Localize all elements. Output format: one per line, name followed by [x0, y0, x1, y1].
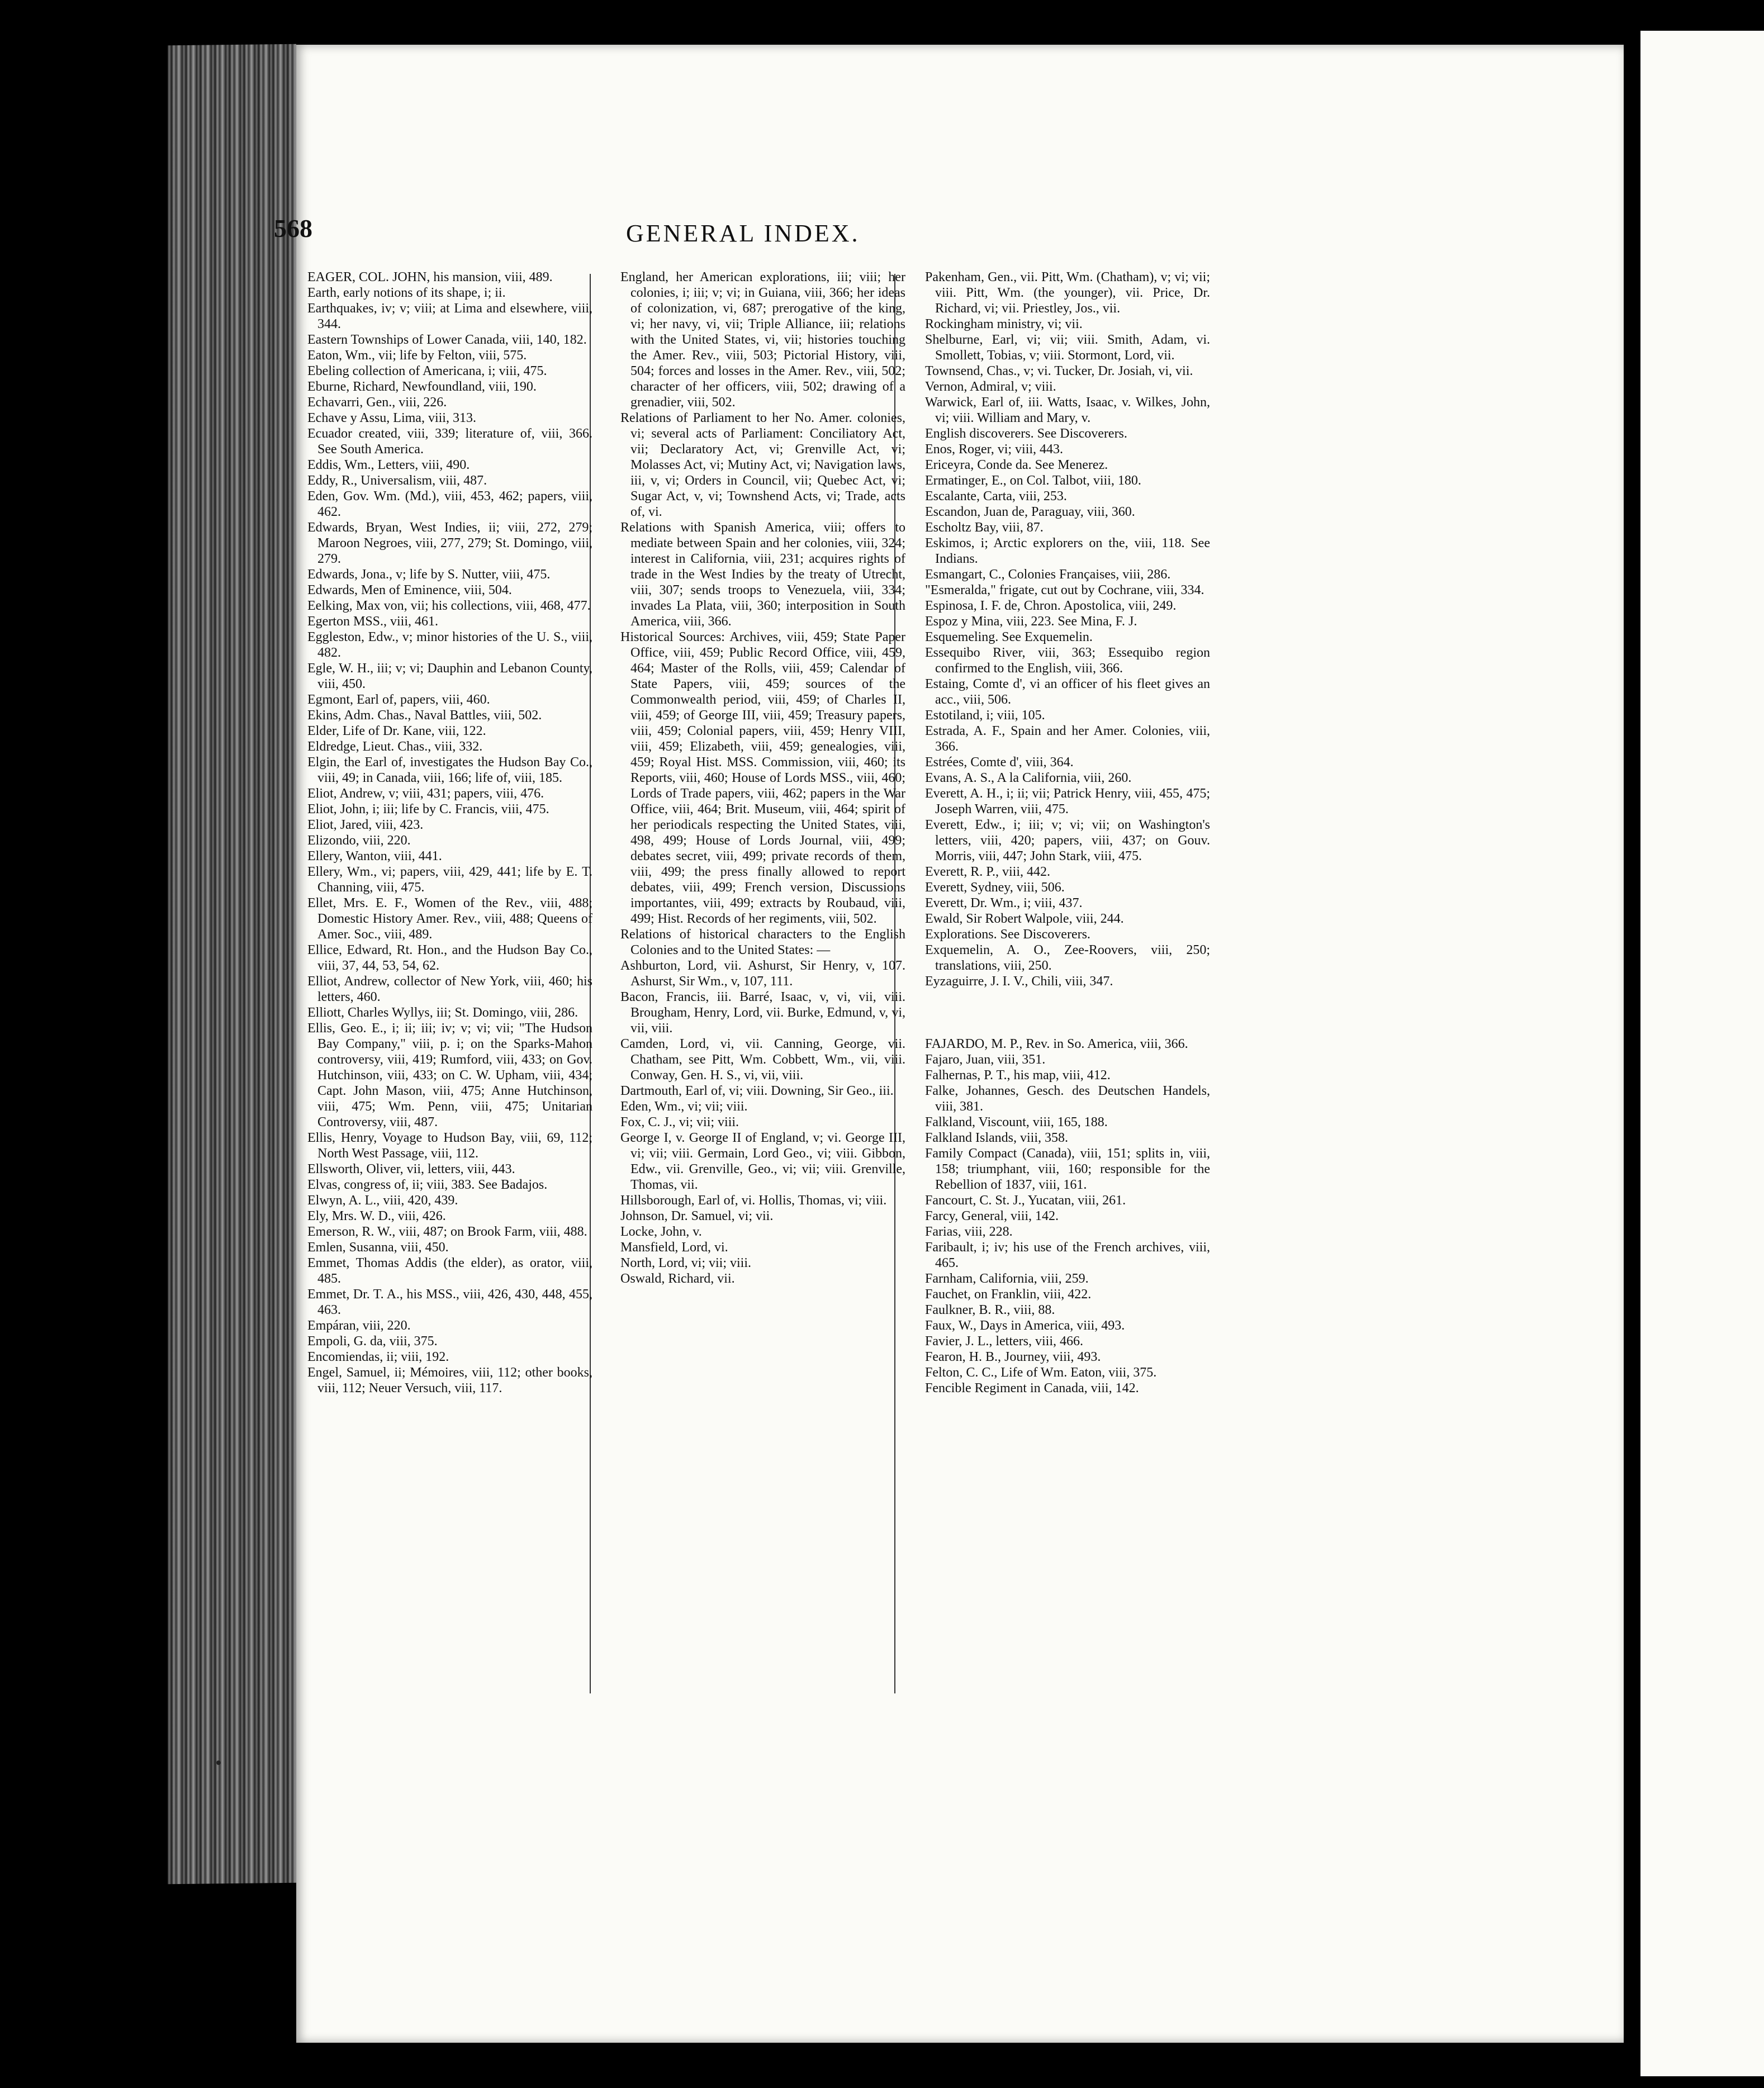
index-entry: Ermatinger, E., on Col. Talbot, viii, 180.: [925, 473, 1141, 488]
index-entry: Exquemelin, A. O., Zee-Roovers, viii, 250; translations, viii, 250.: [925, 943, 1210, 973]
index-entry: Ericeyra, Conde da. See Menerez.: [925, 458, 1108, 472]
index-entry: Echavarri, Gen., viii, 226.: [307, 395, 447, 410]
index-entry: Locke, John, v.: [620, 1225, 702, 1239]
index-entry: English discoverers. See Discoverers.: [925, 426, 1127, 441]
index-entry: Eliot, Jared, viii, 423.: [307, 818, 424, 832]
index-entry: Hillsborough, Earl of, vi. Hollis, Thomas, vi; viii.: [620, 1193, 887, 1208]
index-entry: Escalante, Carta, viii, 253.: [925, 489, 1067, 504]
index-entry: Fencible Regiment in Canada, viii, 142.: [925, 1381, 1139, 1396]
index-entry: Fauchet, on Franklin, viii, 422.: [925, 1287, 1092, 1302]
index-entry: Egle, W. H., iii; v; vi; Dauphin and Lebanon County, viii, 450.: [307, 661, 592, 691]
index-entry: Faux, W., Days in America, viii, 493.: [925, 1318, 1125, 1333]
index-entry: England, her American explorations, iii; viii; her colonies, i; iii; v; vi; in Guiana, viii, 366; her ideas of colonization, vi, 687; prerogative of the king, vi; her navy, vi, vii; Triple Alliance, iii; relations with the United States, vi, vii; histories touching the Amer. Rev., viii, 503; Pictorial History, viii, 504; forces and losses in the Amer. Rev., viii, 502; character of her officers, viii, 502; drawing of a grenadier, viii, 502.: [620, 270, 905, 410]
index-entry: Johnson, Dr. Samuel, vi; vii.: [620, 1209, 774, 1223]
index-entry: Elgin, the Earl of, investigates the Hudson Bay Co., viii, 49; in Canada, viii, 166; life of, viii, 185.: [307, 755, 592, 785]
index-entry: Emmet, Dr. T. A., his MSS., viii, 426, 430, 448, 455, 463.: [307, 1287, 592, 1317]
index-entry: Explorations. See Discoverers.: [925, 927, 1090, 942]
index-entry: Rockingham ministry, vi; vii.: [925, 317, 1083, 331]
index-entry: Oswald, Richard, vii.: [620, 1271, 735, 1286]
index-entry: Esquemeling. See Exquemelin.: [925, 630, 1093, 644]
index-entry: Everett, R. P., viii, 442.: [925, 865, 1050, 879]
index-entry: Faulkner, B. R., viii, 88.: [925, 1303, 1055, 1317]
index-entry: Vernon, Admiral, v; viii.: [925, 379, 1056, 394]
index-entry: Mansfield, Lord, vi.: [620, 1240, 728, 1255]
index-entry: Earthquakes, iv; v; viii; at Lima and elsewhere, viii, 344.: [307, 301, 592, 331]
index-entry: Empoli, G. da, viii, 375.: [307, 1334, 438, 1349]
index-entry: Estotiland, i; viii, 105.: [925, 708, 1045, 723]
index-entry: Eggleston, Edw., v; minor histories of the U. S., viii, 482.: [307, 630, 592, 660]
index-entry: Everett, Sydney, viii, 506.: [925, 880, 1065, 895]
index-entry: Eastern Townships of Lower Canada, viii, 140, 182.: [307, 333, 587, 347]
index-entry: Farias, viii, 228.: [925, 1225, 1013, 1239]
index-entry: Encomiendas, ii; viii, 192.: [307, 1350, 449, 1364]
index-entry: Ellery, Wanton, viii, 441.: [307, 849, 442, 863]
index-entry: Falkland, Viscount, viii, 165, 188.: [925, 1115, 1108, 1130]
index-entry: FAJARDO, M. P., Rev. in So. America, viii, 366.: [925, 1037, 1188, 1051]
index-entry: Shelburne, Earl, vi; vii; viii. Smith, Adam, vi. Smollett, Tobias, v; viii. Stormont, Lord, vii.: [925, 333, 1210, 363]
index-entry: Eaton, Wm., vii; life by Felton, viii, 575.: [307, 348, 527, 363]
index-entry: Emlen, Susanna, viii, 450.: [307, 1240, 449, 1255]
index-entry: Eburne, Richard, Newfoundland, viii, 190.: [307, 379, 537, 394]
index-entry: Falke, Johannes, Gesch. des Deutschen Handels, viii, 381.: [925, 1084, 1210, 1114]
index-column-1: [307, 269, 592, 1700]
index-entry: Farcy, General, viii, 142.: [925, 1209, 1059, 1223]
index-entry: Dartmouth, Earl of, vi; viii. Downing, Sir Geo., iii.: [620, 1084, 894, 1098]
index-entry: Ellery, Wm., vi; papers, viii, 429, 441; life by E. T. Channing, viii, 475.: [307, 865, 592, 895]
ink-spot: [216, 1760, 221, 1765]
index-entry: Enos, Roger, vi; viii, 443.: [925, 442, 1064, 457]
index-entry: Estrada, A. F., Spain and her Amer. Colonies, viii, 366.: [925, 724, 1210, 754]
index-entry: Townsend, Chas., v; vi. Tucker, Dr. Josiah, vi, vii.: [925, 364, 1193, 378]
index-entry: Felton, C. C., Life of Wm. Eaton, viii, 375.: [925, 1365, 1157, 1380]
index-entry: Estaing, Comte d', vi an officer of his fleet gives an acc., viii, 506.: [925, 677, 1210, 707]
index-entry: Ellis, Geo. E., i; ii; iii; iv; v; vi; vii; "The Hudson Bay Company," viii, p. i; on the Sparks-Mahon controversy, viii, 419; Rumford, viii, 433; on Gov. Hutchinson, viii, 433; on C. W. Upham, viii, 434; Capt. John Mason, viii, 475; Anne Hutchinson, viii, 475; Wm. Penn, viii, 475; Unitarian Controversy, viii, 487.: [307, 1021, 592, 1130]
index-entry: Eelking, Max von, vii; his collections, viii, 468, 477.: [307, 599, 591, 613]
index-entry: Fajaro, Juan, viii, 351.: [925, 1052, 1046, 1067]
index-entry: Edwards, Jona., v; life by S. Nutter, viii, 475.: [307, 567, 551, 582]
index-entry: Elvas, congress of, ii; viii, 383. See Badajos.: [307, 1178, 548, 1192]
index-entry: Ecuador created, viii, 339; literature of, viii, 366. See South America.: [307, 426, 592, 457]
index-entry: Ebeling collection of Americana, i; viii, 475.: [307, 364, 547, 378]
index-entry: Escholtz Bay, viii, 87.: [925, 520, 1044, 535]
index-column-3: [925, 269, 1210, 1700]
index-entry: Family Compact (Canada), viii, 151; splits in, viii, 158; triumphant, viii, 160; responsible for the Rebellion of 1837, viii, 161.: [925, 1146, 1210, 1192]
index-entry: Falkland Islands, viii, 358.: [925, 1131, 1068, 1145]
index-entry: Eyzaguirre, J. I. V., Chili, viii, 347.: [925, 974, 1113, 989]
index-entry: Eliot, Andrew, v; viii, 431; papers, viii, 476.: [307, 786, 544, 801]
index-entry: Ewald, Sir Robert Walpole, viii, 244.: [925, 912, 1124, 926]
index-entry: Ely, Mrs. W. D., viii, 426.: [307, 1209, 446, 1223]
index-entry: Egerton MSS., viii, 461.: [307, 614, 439, 629]
index-entry: Elwyn, A. L., viii, 420, 439.: [307, 1193, 458, 1208]
index-entry: Favier, J. L., letters, viii, 466.: [925, 1334, 1083, 1349]
index-entry: Ekins, Adm. Chas., Naval Battles, viii, 502.: [307, 708, 542, 723]
index-entry: Essequibo River, viii, 363; Essequibo region confirmed to the English, viii, 366.: [925, 646, 1210, 676]
index-entry: Bacon, Francis, iii. Barré, Isaac, v, vi, vii, viii. Brougham, Henry, Lord, vii. Burke, Edmund, v, vi, vii, viii.: [620, 990, 905, 1036]
section-gap: [925, 1003, 1210, 1023]
index-entry: Empáran, viii, 220.: [307, 1318, 411, 1333]
index-entry: Elliott, Charles Wyllys, iii; St. Domingo, viii, 286.: [307, 1005, 578, 1020]
index-entry: Eden, Gov. Wm. (Md.), viii, 453, 462; papers, viii, 462.: [307, 489, 592, 519]
index-entry: Fearon, H. B., Journey, viii, 493.: [925, 1350, 1101, 1364]
index-entry: Elizondo, viii, 220.: [307, 833, 411, 848]
index-entry: Elder, Life of Dr. Kane, viii, 122.: [307, 724, 486, 738]
index-entry: Everett, Edw., i; iii; v; vi; vii; on Washington's letters, viii, 420; papers, viii, 437; on Gouv. Morris, viii, 447; John Stark, viii, 475.: [925, 818, 1210, 863]
index-entry: "Esmeralda," frigate, cut out by Cochrane, viii, 334.: [925, 583, 1205, 597]
index-entry: Eliot, John, i; iii; life by C. Francis, viii, 475.: [307, 802, 549, 817]
index-entry: Emerson, R. W., viii, 487; on Brook Farm, viii, 488.: [307, 1225, 587, 1239]
index-entry: Escandon, Juan de, Paraguay, viii, 360.: [925, 505, 1135, 519]
index-entry: Eskimos, i; Arctic explorers on the, viii, 118. See Indians.: [925, 536, 1210, 566]
index-entry: Eldredge, Lieut. Chas., viii, 332.: [307, 739, 483, 754]
index-entry: Espinosa, I. F. de, Chron. Apostolica, viii, 249.: [925, 599, 1177, 613]
index-entry: Eddy, R., Universalism, viii, 487.: [307, 473, 487, 488]
index-entry: Fox, C. J., vi; vii; viii.: [620, 1115, 739, 1130]
index-entry: Egmont, Earl of, papers, viii, 460.: [307, 692, 490, 707]
index-entry: Ashburton, Lord, vii. Ashurst, Sir Henry, v, 107. Ashurst, Sir Wm., v, 107, 111.: [620, 958, 905, 989]
index-entry: North, Lord, vi; vii; viii.: [620, 1256, 751, 1270]
index-entry: Pakenham, Gen., vii. Pitt, Wm. (Chatham), v; vi; vii; viii. Pitt, Wm. (the younger), vii. Price, Dr. Richard, vi; vii. Priestley, Jos., vii.: [925, 270, 1210, 316]
index-entry: Engel, Samuel, ii; Mémoires, viii, 112; other books, viii, 112; Neuer Versuch, viii, 117.: [307, 1365, 592, 1396]
index-entry: Ellet, Mrs. E. F., Women of the Rev., viii, 488; Domestic History Amer. Rev., viii, 488; Queens of Amer. Soc., viii, 489.: [307, 896, 592, 942]
index-entry: Relations of historical characters to the English Colonies and to the United States: —: [620, 927, 905, 957]
index-entry: George I, v. George II of England, v; vi. George III, vi; vii; viii. Germain, Lord Geo., vi; viii. Gibbon, Edw., vii. Grenville, Geo., vi; vii; viii. Grenville, Thomas, vii.: [620, 1131, 905, 1192]
page-number: 568: [274, 214, 312, 243]
index-entry: Ellsworth, Oliver, vii, letters, viii, 443.: [307, 1162, 515, 1176]
index-entry: Edwards, Men of Eminence, viii, 504.: [307, 583, 512, 597]
index-entry: Falhernas, P. T., his map, viii, 412.: [925, 1068, 1111, 1083]
index-entry: Eden, Wm., vi; vii; viii.: [620, 1099, 748, 1114]
index-entry: Estrées, Comte d', viii, 364.: [925, 755, 1074, 770]
page-header: [0, 168, 1764, 246]
index-entry: EAGER, COL. JOHN, his mansion, viii, 489.: [307, 270, 553, 284]
index-entry: Faribault, i; iv; his use of the French archives, viii, 465.: [925, 1240, 1210, 1270]
index-entry: Echave y Assu, Lima, viii, 313.: [307, 411, 476, 425]
index-column-2: [620, 269, 905, 1700]
running-title: GENERAL INDEX.: [626, 220, 860, 247]
index-entry: Camden, Lord, vi, vii. Canning, George, vii. Chatham, see Pitt, Wm. Cobbett, Wm., vii, viii. Conway, Gen. H. S., vi, vii, viii.: [620, 1037, 905, 1083]
index-entry: Emmet, Thomas Addis (the elder), as orator, viii, 485.: [307, 1256, 592, 1286]
index-entry: Relations of Parliament to her No. Amer. colonies, vi; several acts of Parliament: Conciliatory Act, vii; Declaratory Act, vi; Grenville Act, vi; Molasses Act, vi; Mutiny Act, vi; Navigation laws, iii, v, vi; Orders in Council, vii; Quebec Act, vi; Sugar Act, v, vi; Townshend Acts, vi; Trade, acts of, vi.: [620, 411, 905, 519]
index-entry: Ellice, Edward, Rt. Hon., and the Hudson Bay Co., viii, 37, 44, 53, 54, 62.: [307, 943, 592, 973]
index-entry: Evans, A. S., A la California, viii, 260.: [925, 771, 1132, 785]
index-entry: Edwards, Bryan, West Indies, ii; viii, 272, 279; Maroon Negroes, viii, 277, 279; St. Domingo, viii, 279.: [307, 520, 592, 566]
index-entry: Everett, A. H., i; ii; vii; Patrick Henry, viii, 455, 475; Joseph Warren, viii, 475.: [925, 786, 1210, 817]
index-entry: Earth, early notions of its shape, i; ii.: [307, 286, 506, 300]
index-entry: Everett, Dr. Wm., i; viii, 437.: [925, 896, 1083, 910]
index-entry: Esmangart, C., Colonies Françaises, viii, 286.: [925, 567, 1171, 582]
index-entry: Relations with Spanish America, viii; offers to mediate between Spain and her colonies, viii, 324; interest in California, viii, 231; acquires rights of trade in the West Indies by the treaty of Utrecht, viii, 307; sends troops to Venezuela, viii, 334; invades La Plata, viii, 360; interposition in South America, viii, 366.: [620, 520, 905, 629]
index-entry: Eddis, Wm., Letters, viii, 490.: [307, 458, 470, 472]
index-entry: Historical Sources: Archives, viii, 459; State Paper Office, viii, 459; Public Record Office, viii, 459, 464; Master of the Rolls, viii, 459; Calendar of State Papers, viii, 459; sources of the Commonwealth period, viii, 459; of Charles II, viii, 459; of George III, viii, 459; Treasury papers, viii, 459; Colonial papers, viii, 459; Henry VIII, viii, 459; Elizabeth, viii, 459; genealogies, viii, 459; Royal Hist. MSS. Commission, viii, 460; its Reports, viii, 460; House of Lords MSS., viii, 460; Lords of Trade papers, viii, 462; papers in the War Office, viii, 464; Brit. Museum, viii, 464; spirit of her periodicals respecting the United States, viii, 498, 499; House of Lords Journal, viii, 499; debates secret, viii, 499; private records of them, viii, 499; the press finally allowed to report debates, viii, 499; French version, Discussions importantes, viii, 499; extracts by Roubaud, viii, 499; Hist. Records of her regiments, viii, 502.: [620, 630, 905, 926]
index-entry: Ellis, Henry, Voyage to Hudson Bay, viii, 69, 112; North West Passage, viii, 112.: [307, 1131, 592, 1161]
adjacent-page: [1640, 31, 1764, 2076]
index-entry: Warwick, Earl of, iii. Watts, Isaac, v. Wilkes, John, vi; viii. William and Mary, v.: [925, 395, 1210, 425]
book-page-edges: [168, 44, 296, 1884]
index-entry: Fancourt, C. St. J., Yucatan, viii, 261.: [925, 1193, 1126, 1208]
index-entry: Elliot, Andrew, collector of New York, viii, 460; his letters, 460.: [307, 974, 592, 1004]
index-entry: Espoz y Mina, viii, 223. See Mina, F. J.: [925, 614, 1137, 629]
index-entry: Farnham, California, viii, 259.: [925, 1271, 1089, 1286]
